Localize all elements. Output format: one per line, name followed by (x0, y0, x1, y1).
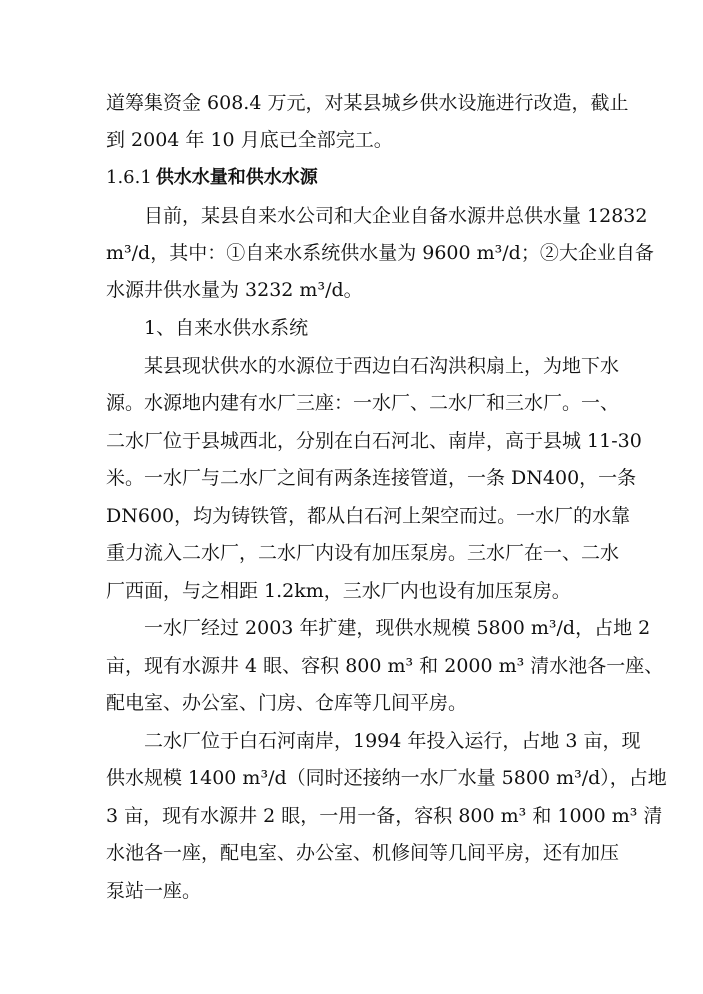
section-heading (106, 165, 703, 191)
text-line-15: 配电室、办公室、门房、仓库等几间平房。 (106, 692, 468, 714)
text-line-3: 目前，某县自来水公司和大企业自备水源井总供水量 12832 (144, 205, 648, 227)
text-line-20: 泵站一座。 (106, 880, 202, 902)
text-line-11: 重力流入二水厂，二水厂内设有加压泵房。三水厂在一、二水 (106, 542, 620, 564)
text-line-10: DN600，均为铸铁管，都从白石河上架空而过。一水厂的水靠 (106, 505, 631, 527)
section-number: 1.6.1 (106, 167, 152, 188)
text-line-2: 到 2004 年 10 月底已全部完工。 (106, 129, 393, 151)
text-line-4: m³/d，其中：①自来水系统供水量为 9600 m³/d；②大企业自备 (106, 242, 654, 264)
text-line-6: 某县现状供水的水源位于西边白石沟洪积扇上，为地下水 (144, 355, 620, 377)
text-line-9: 米。一水厂与二水厂之间有两条连接管道，一条 DN400，一条 (106, 467, 637, 489)
text-line-12: 厂西面，与之相距 1.2km，三水厂内也设有加压泵房。 (106, 580, 571, 602)
text-line-1: 道筹集资金 608.4 万元，对某县城乡供水设施进行改造，截止 (106, 92, 629, 114)
text-line-18: 3 亩，现有水源井 2 眼，一用一备，容积 800 m³ 和 1000 m³ 清 (106, 805, 663, 827)
text-line-7: 源。水源地内建有水厂三座：一水厂、二水厂和三水厂。一、 (106, 392, 620, 414)
text-line-14: 亩，现有水源井 4 眼、容积 800 m³ 和 2000 m³ 清水池各一座、 (106, 655, 664, 677)
subsection-heading: 1、自来水供水系统 (144, 317, 309, 339)
section-title: 供水水量和供水水源 (155, 167, 318, 188)
text-line-16: 二水厂位于白石河南岸，1994 年投入运行，占地 3 亩，现 (144, 730, 641, 752)
text-line-19: 水池各一座，配电室、办公室、机修间等几间平房，还有加压 (106, 842, 620, 864)
text-line-5: 水源井供水量为 3232 m³/d。 (106, 279, 363, 301)
text-line-8: 二水厂位于县城西北，分别在白石河北、南岸，高于县城 11-30 (106, 430, 642, 452)
text-line-13: 一水厂经过 2003 年扩建，现供水规模 5800 m³/d，占地 2 (144, 617, 651, 639)
text-line-17: 供水规模 1400 m³/d（同时还接纳一水厂水量 5800 m³/d），占地 (106, 767, 667, 789)
